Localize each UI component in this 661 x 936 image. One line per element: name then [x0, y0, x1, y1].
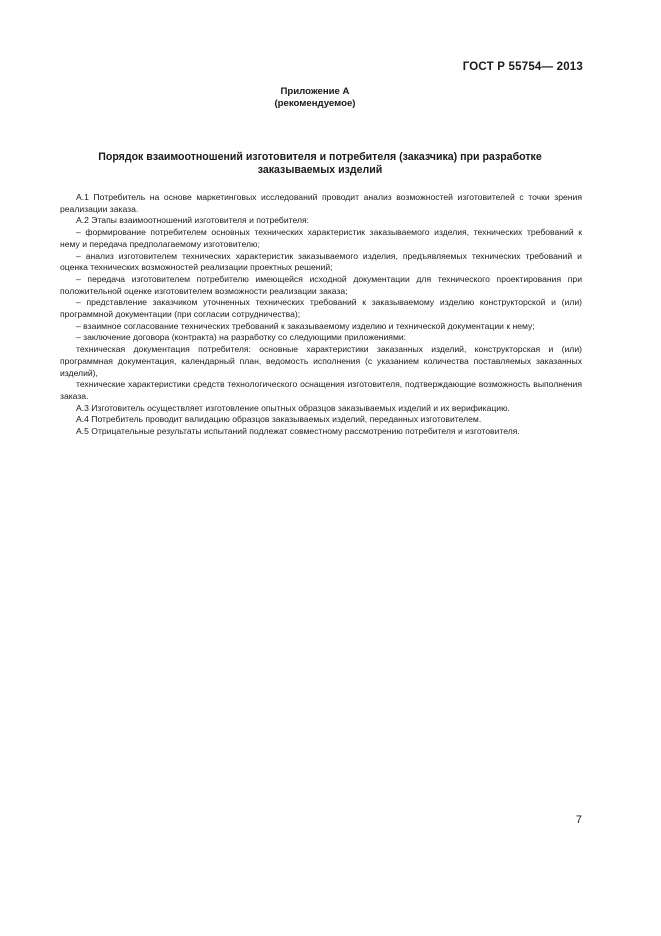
paragraph-a1: А.1 Потребитель на основе маркетинговых исследований проводит анализ возможностей изготовителей с точки зрения реализации заказа.: [60, 192, 582, 214]
list-item: – заключение договора (контракта) на разработку со следующими приложениями:: [76, 332, 407, 343]
list-item: – анализ изготовителем технических характеристик заказываемого изделия, предъявляемых технических требований и оценка технических возможностей реализации проектных решений;: [60, 250, 582, 273]
standard-code: ГОСТ Р 55754— 2013: [462, 61, 583, 73]
appendix-subtitle: (рекомендуемое): [274, 98, 356, 109]
paragraph-a5: А.5 Отрицательные результаты испытаний подлежат совместному рассмотрению потребителя и изготовителя.: [76, 426, 520, 437]
paragraph-a2: А.2 Этапы взаимоотношений изготовителя и потребителя:: [76, 215, 310, 226]
document-title-line-1: Порядок взаимоотношений изготовителя и потребителя (заказчика) при разработке: [98, 151, 542, 163]
document-title: [60, 151, 580, 177]
list-item: – представление заказчиком уточненных технических требований к заказываемому изделию конструкторской и (или) программной документации (при согласии сотрудничества);: [60, 297, 582, 320]
appendix-heading: [0, 86, 630, 110]
page-number: 7: [575, 814, 582, 826]
list-item: – формирование потребителем основных технических характеристик заказываемого изделия, технических требований к нему и передача предполагаемому изготовителю;: [60, 227, 582, 249]
paragraph-a4: А.4 Потребитель проводит валидацию образцов заказываемых изделий, переданных изготовителем.: [76, 414, 482, 425]
document-title-line-2: заказываемых изделий: [257, 164, 383, 176]
list-item: – взаимное согласование технических требований к заказываемому изделию и технической документации к нему;: [76, 320, 535, 331]
paragraph-a3: А.3 Изготовитель осуществляет изготовление опытных образцов заказываемых изделий и их верификацию.: [76, 402, 510, 413]
list-item: – передача изготовителем потребителю имеющейся исходной документации для технического проектирования при положительной оценке изготовителем возможности реализации заказа;: [60, 273, 582, 296]
sub-list-item: техническая документация потребителя: основные характеристики заказанных изделий, конструкторская и (или) программная документация, календарный план, ведомость исполнения (с указанием количества поставляемых заказанных изделий),: [60, 344, 582, 378]
document-body: [60, 192, 582, 438]
appendix-title: Приложение А: [280, 86, 350, 97]
sub-list-item: технические характеристики средств технологического оснащения изготовителя, подтверждающие возможность выполнения заказа.: [60, 379, 582, 401]
